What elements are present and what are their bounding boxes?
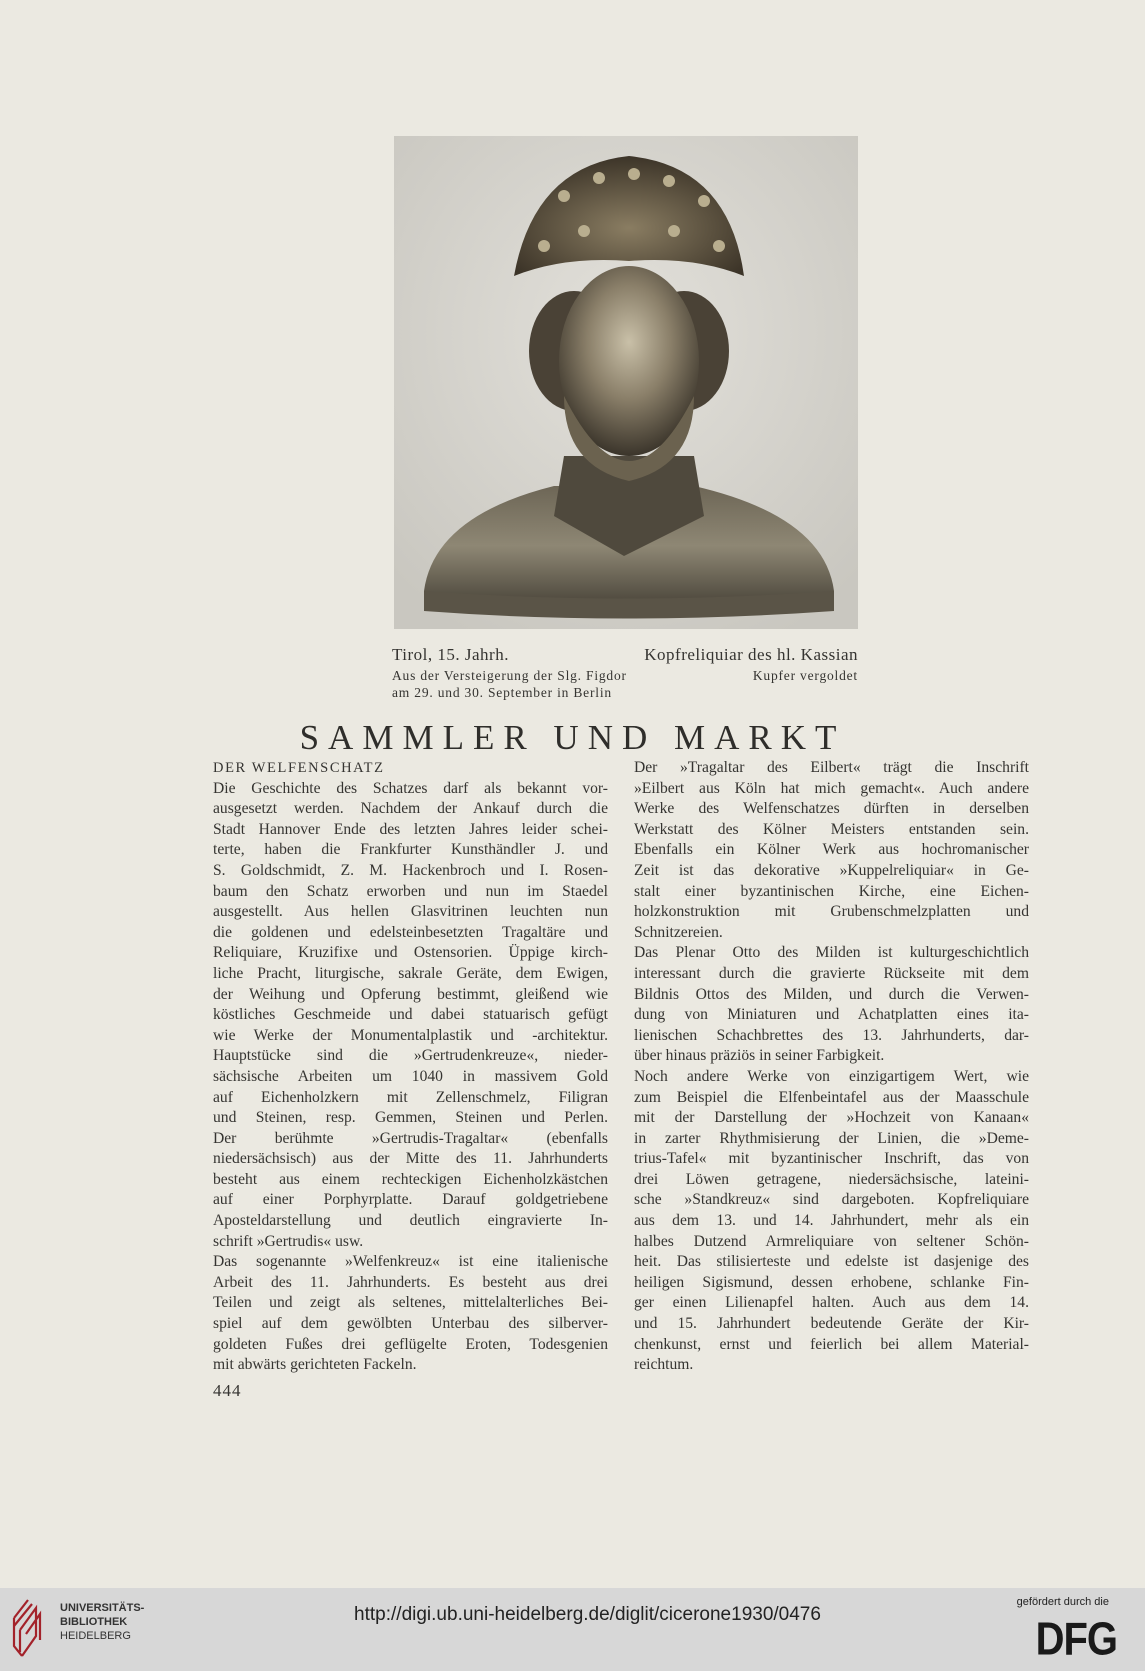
text-line: wie Werke der Monumentalplastik und -architektur. <box>213 1026 608 1044</box>
text-line: Ebenfalls ein Kölner Werk aus hochromanischer <box>634 841 1029 859</box>
text-line: chenkunst, ernst und feierlich bei allem Material- <box>634 1335 1029 1353</box>
text-line: holzkonstruktion mit Grubenschmelzplatten und <box>634 903 1029 921</box>
paragraph <box>634 943 1029 1067</box>
text-line: schrift »Gertrudis« usw. <box>213 1232 364 1250</box>
dfg-logo: DFG <box>1035 1614 1117 1665</box>
reliquary-bust-photo <box>394 136 858 629</box>
text-line: lienischen Schachbrettes des 13. Jahrhunderts, dar- <box>634 1026 1029 1044</box>
text-line: Schnitzereien. <box>634 923 723 941</box>
text-line: Teilen und zeigt als seltenes, mittelalterliches Bei- <box>213 1294 608 1312</box>
text-line: die goldenen und edelsteinbesetzten Tragaltäre und <box>213 923 608 941</box>
text-line: liche Pracht, liturgische, sakrale Geräte, dem Ewigen, <box>213 964 608 982</box>
text-line: und Steinen, resp. Gemmen, Steinen und Perlen. <box>213 1109 608 1127</box>
text-line: in zarter Rhythmisierung der Linien, die »Deme- <box>634 1129 1029 1147</box>
text-line: niedersächsisch) aus der Mitte des 11. Jahrhunderts <box>213 1150 608 1168</box>
text-line: Der »Tragaltar des Eilbert« trägt die Inschrift <box>634 759 1029 776</box>
text-line: Die Geschichte des Schatzes darf als bekannt vor- <box>213 779 608 797</box>
text-line: besteht aus einem rechteckigen Eichenholzkästchen <box>213 1170 608 1188</box>
text-line: Der berühmte »Gertrudis-Tragaltar« (ebenfalls <box>213 1129 608 1147</box>
text-line: und 15. Jahrhundert bedeutende Geräte der Kir- <box>634 1315 1029 1333</box>
library-name-line1: UNIVERSITÄTS- <box>60 1602 145 1614</box>
text-line: heit. Das stilisierteste und edelste ist dasjenige des <box>634 1253 1029 1271</box>
text-line: mit der Darstellung der »Hochzeit von Kanaan« <box>634 1109 1029 1127</box>
text-line: Werke des Welfenschatzes dürften in derselben <box>634 800 1029 818</box>
text-line: halbes Dutzend Armreliquiare von seltener Schön- <box>634 1232 1029 1250</box>
text-line: reichtum. <box>634 1356 694 1374</box>
text-line: Hauptstücke sind die »Gertrudenkreuze«, nieder- <box>213 1047 608 1065</box>
text-line: stalt einer byzantinischen Kirche, eine Eichen- <box>634 882 1029 900</box>
article-heading: DER WELFENSCHATZ <box>213 760 385 776</box>
text-line: ger einen Lilienapfel halten. Auch aus dem 14. <box>634 1294 1029 1312</box>
text-line: »Eilbert aus Köln hat mich gemacht«. Auch andere <box>634 779 1029 797</box>
text-line: über hinaus präziös in seiner Farbigkeit. <box>634 1047 885 1065</box>
text-line: terte, haben die Frankfurter Kunsthändler J. und <box>213 841 608 859</box>
text-line: der Weihung und Opferung bestimmt, gleißend wie <box>213 985 608 1003</box>
caption-origin: Tirol, 15. Jahrh. <box>392 645 509 664</box>
section-title: SAMMLER UND MARKT <box>299 718 846 757</box>
paragraph <box>213 779 608 1253</box>
text-line: auf Eichenholzkern mit Zellenschmelz, Filigran <box>213 1088 608 1106</box>
text-line: sche »Standkreuz« sind dargeboten. Kopfreliquiare <box>634 1191 1029 1209</box>
text-line: Zeit ist das dekorative »Kuppelreliquiar« in Ge- <box>634 861 1029 879</box>
left-column <box>213 758 608 1376</box>
footer-bar <box>0 1588 1145 1671</box>
right-column-body <box>634 758 1029 1376</box>
library-name-line2: BIBLIOTHEK <box>60 1616 128 1628</box>
paragraph <box>634 1067 1029 1376</box>
text-line: Aposteldarstellung und deutlich eingravierte In- <box>213 1212 608 1230</box>
permalink-url[interactable]: http://digi.ub.uni-heidelberg.de/diglit/cicerone1930/0476 <box>354 1604 821 1625</box>
text-line: dung von Miniaturen und Achatplatten eines ita- <box>634 1006 1029 1024</box>
text-line: trius-Tafel« mit byzantinischer Inschrift, das von <box>634 1150 1029 1168</box>
text-line: köstliches Geschmeide und dabei statuarisch gefügt <box>213 1006 608 1024</box>
left-column-body <box>213 779 608 1376</box>
text-line: zum Beispiel die Elfenbeintafel aus der Maasschule <box>634 1088 1029 1106</box>
text-line: Arbeit des 11. Jahrhunderts. Es besteht aus drei <box>213 1273 608 1291</box>
page-number: 444 <box>213 1381 242 1400</box>
text-line: spiel auf dem gewölbten Unterbau des silberver- <box>213 1315 608 1333</box>
paragraph <box>634 758 1029 943</box>
text-line: aus dem 13. und 14. Jahrhundert, mehr als ein <box>634 1212 1029 1230</box>
text-line: baum den Schatz erworben und nun im Staedel <box>213 882 608 900</box>
text-line: Das sogenannte »Welfenkreuz« ist eine italienische <box>213 1253 608 1271</box>
text-line: Werkstatt des Kölner Meisters entstanden sein. <box>634 820 1029 838</box>
text-line: goldeten Fußes drei geflügelte Eroten, Todesgenien <box>213 1335 608 1353</box>
text-line: Das Plenar Otto des Milden ist kulturgeschichtlich <box>634 944 1029 962</box>
caption-auction-line1: Aus der Versteigerung der Slg. Figdor <box>392 668 627 683</box>
text-line: Bildnis Ottos des Milden, und durch die Verwen- <box>634 985 1029 1003</box>
text-line: sächsische Arbeiten um 1040 in massivem Gold <box>213 1067 608 1085</box>
caption-auction-line2: am 29. und 30. September in Berlin <box>392 685 612 700</box>
funding-note: gefördert durch die <box>1016 1596 1109 1608</box>
paragraph <box>213 1252 608 1376</box>
text-line: S. Goldschmidt, Z. M. Hackenbroch und I. Rosen- <box>213 861 608 879</box>
text-line: Reliquiare, Kruzifixe und Ostensorien. Üppige kirch- <box>213 944 608 962</box>
library-name-line3: HEIDELBERG <box>60 1630 131 1642</box>
text-line: ausgesetzt werden. Nachdem der Ankauf durch die <box>213 800 608 818</box>
caption-material: Kupfer vergoldet <box>752 668 858 683</box>
text-line: Noch andere Werke von einzigartigem Wert, wie <box>634 1067 1029 1085</box>
text-line: Stadt Hannover Ende des letzten Jahres leider schei- <box>213 820 608 838</box>
text-line: drei Löwen getragene, niedersächsische, lateini- <box>634 1170 1029 1188</box>
text-line: heiligen Sigismund, dessen erhobene, schlanke Fin- <box>634 1273 1029 1291</box>
text-line: mit abwärts gerichteten Fackeln. <box>213 1356 417 1374</box>
right-column <box>634 758 1029 1376</box>
text-line: ausgestellt. Aus hellen Glasvitrinen leuchten nun <box>213 903 608 921</box>
text-line: auf einer Porphyrplatte. Darauf goldgetriebene <box>213 1191 608 1209</box>
text-line: interessant durch die gravierte Rückseite mit dem <box>634 964 1029 982</box>
caption-object-title: Kopfreliquiar des hl. Kassian <box>644 645 858 664</box>
